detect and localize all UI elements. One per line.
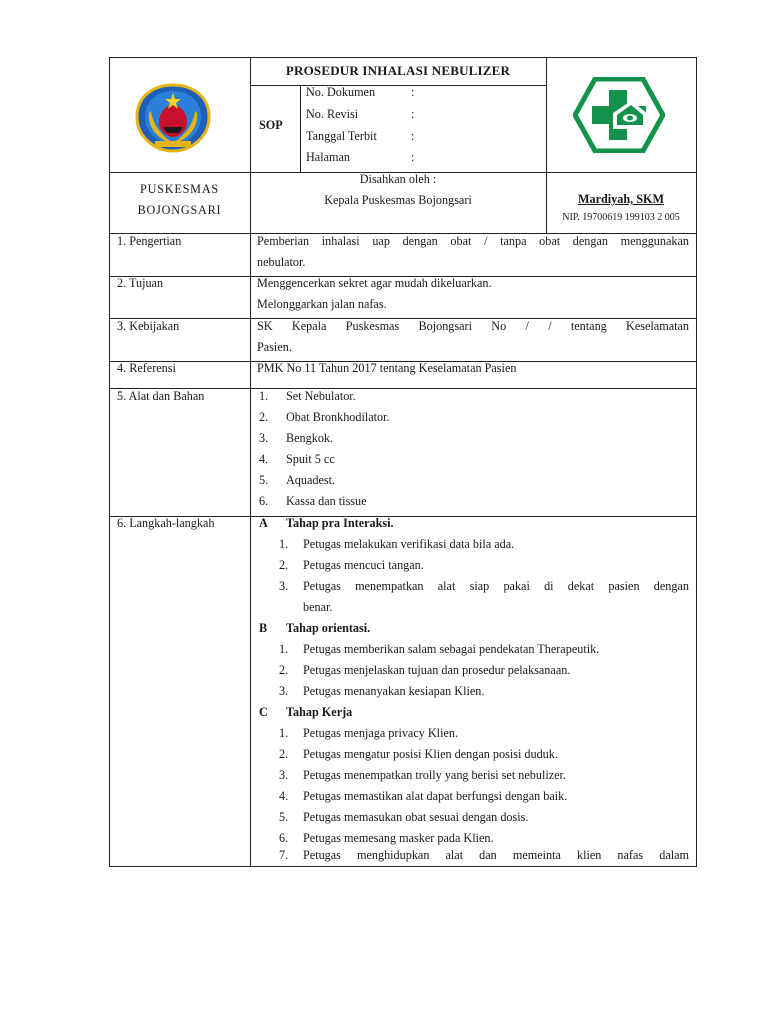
list-item: Set Nebulator. xyxy=(286,389,356,403)
section-letter: B xyxy=(259,621,268,635)
list-item-number: 1. xyxy=(259,389,269,403)
document-title: PROSEDUR INHALASI NEBULIZER xyxy=(285,63,511,78)
step-item: Petugas menempatkan trolly yang berisi set nebulizer. xyxy=(303,768,566,782)
step-number: 1. xyxy=(279,537,289,551)
step-item: Petugas menghidupkan alat dan memeinta klien nafas dalam xyxy=(303,848,689,862)
step-number: 4. xyxy=(279,789,289,803)
row-label-alat-bahan: 5. Alat dan Bahan xyxy=(117,389,205,403)
approver-nip: NIP. 19700619 199103 2 005 xyxy=(562,212,680,223)
table-border xyxy=(109,866,697,867)
approver-name: Mardiyah, SKM xyxy=(578,192,664,206)
puskesmas-logo xyxy=(573,77,665,153)
step-item: Petugas menempatkan alat siap pakai di dekat pasien dengan xyxy=(303,579,689,593)
sop-label: SOP xyxy=(259,118,283,132)
section-letter: C xyxy=(259,705,268,719)
approver-title: Kepala Puskesmas Bojongsari xyxy=(324,193,472,207)
step-number: 3. xyxy=(279,579,289,593)
step-item: Petugas memberikan salam sebagai pendekatan Therapeutik. xyxy=(303,642,600,656)
list-item: Bengkok. xyxy=(286,431,334,445)
step-number: 3. xyxy=(279,684,289,698)
table-border xyxy=(696,57,697,867)
field-label-tanggal-terbit: Tanggal Terbit xyxy=(306,129,377,143)
row-label-langkah: 6. Langkah-langkah xyxy=(117,516,215,530)
list-item: Kassa dan tissue xyxy=(286,494,367,508)
section-letter: A xyxy=(259,516,268,530)
list-item-number: 6. xyxy=(259,494,269,508)
list-item: Obat Bronkhodilator. xyxy=(286,410,390,424)
table-border xyxy=(250,85,546,86)
field-colon: : xyxy=(411,85,415,99)
step-number: 2. xyxy=(279,558,289,572)
row-label-pengertian: 1. Pengertian xyxy=(117,234,182,248)
table-border xyxy=(109,57,697,58)
step-item: Petugas memastikan alat dapat berfungsi dengan baik. xyxy=(303,789,568,803)
table-border xyxy=(300,85,301,173)
field-colon: : xyxy=(411,150,415,164)
organization-name-line2: BOJONGSARI xyxy=(137,203,222,217)
list-item: Aquadest. xyxy=(286,473,336,487)
tujuan-text-cont: Melonggarkan jalan nafas. xyxy=(257,297,387,311)
section-title: Tahap Kerja xyxy=(286,705,353,719)
field-colon: : xyxy=(411,129,415,143)
step-number: 7. xyxy=(279,848,289,862)
step-number: 6. xyxy=(279,831,289,845)
step-item: Petugas memesang masker pada Klien. xyxy=(303,831,494,845)
step-item: Petugas melakukan verifikasi data bila ada. xyxy=(303,537,515,551)
row-label-tujuan: 2. Tujuan xyxy=(117,276,164,290)
step-number: 1. xyxy=(279,642,289,656)
step-item: Petugas menjaga privacy Klien. xyxy=(303,726,459,740)
step-item: Petugas menanyakan kesiapan Klien. xyxy=(303,684,485,698)
row-label-kebijakan: 3. Kebijakan xyxy=(117,319,180,333)
list-item-number: 4. xyxy=(259,452,269,466)
organization-name-line1: PUSKESMAS xyxy=(140,182,219,196)
pengertian-text: Pemberian inhalasi uap dengan obat / tanpa obat dengan menggunakan xyxy=(257,234,689,248)
step-item: Petugas menjelaskan tujuan dan prosedur pelaksanaan. xyxy=(303,663,571,677)
list-item-number: 2. xyxy=(259,410,269,424)
approved-by-label: Disahkan oleh : xyxy=(359,172,437,186)
step-item: Petugas memasukan obat sesuai dengan dosis. xyxy=(303,810,529,824)
step-number: 2. xyxy=(279,747,289,761)
list-item-number: 3. xyxy=(259,431,269,445)
tujuan-text: Menggencerkan sekret agar mudah dikeluarkan. xyxy=(257,276,492,290)
row-label-referensi: 4. Referensi xyxy=(117,361,176,375)
field-label-halaman: Halaman xyxy=(306,150,350,164)
section-title: Tahap pra Interaksi. xyxy=(286,516,394,530)
regency-emblem-logo xyxy=(133,83,213,153)
kebijakan-text-cont: Pasien. xyxy=(257,340,292,354)
step-item-cont: benar. xyxy=(303,600,333,614)
field-label-no-revisi: No. Revisi xyxy=(306,107,359,121)
step-number: 1. xyxy=(279,726,289,740)
field-label-no-dokumen: No. Dokumen xyxy=(306,85,376,99)
step-number: 5. xyxy=(279,810,289,824)
step-number: 2. xyxy=(279,663,289,677)
section-title: Tahap orientasi. xyxy=(286,621,371,635)
pengertian-text-cont: nebulator. xyxy=(257,255,306,269)
list-item-number: 5. xyxy=(259,473,269,487)
step-number: 3. xyxy=(279,768,289,782)
list-item: Spuit 5 cc xyxy=(286,452,335,466)
step-item: Petugas mengatur posisi Klien dengan posisi duduk. xyxy=(303,747,558,761)
sop-document xyxy=(109,57,697,867)
field-colon: : xyxy=(411,107,415,121)
referensi-text: PMK No 11 Tahun 2017 tentang Keselamatan Pasien xyxy=(257,361,517,375)
kebijakan-text: SK Kepala Puskesmas Bojongsari No / / tentang Keselamatan xyxy=(257,319,689,333)
step-item: Petugas mencuci tangan. xyxy=(303,558,424,572)
